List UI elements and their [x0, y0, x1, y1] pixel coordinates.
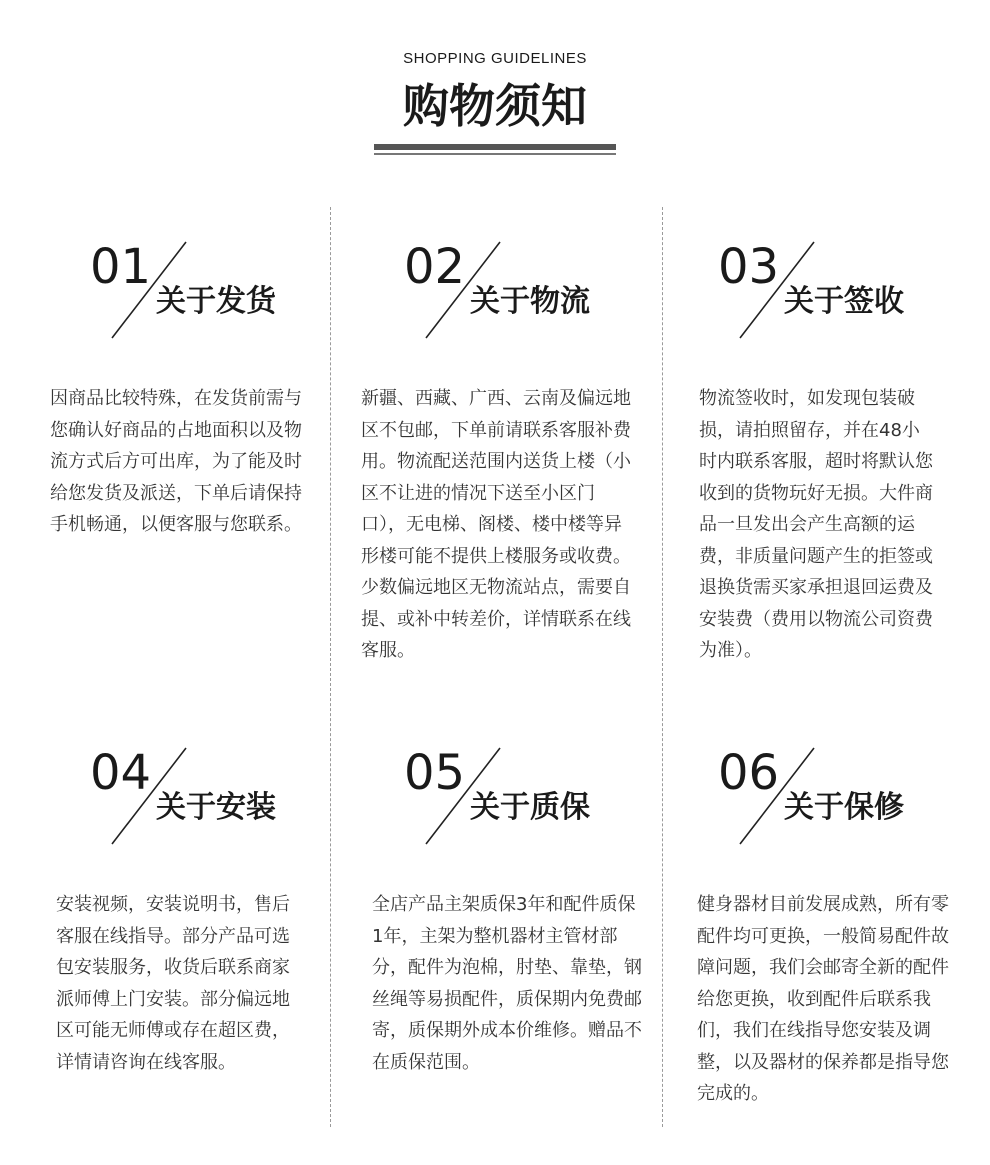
section-title: 关于签收 — [784, 284, 904, 319]
section-02-heading — [404, 240, 604, 350]
section-06-text: 健身器材目前发展成熟，所有零配件均可更换，一般简易配件故障问题，我们会邮寄全新的配件给您更换，收到配件后联系我们，我们在线指导您安装及调整，以及器材的保养都是指导您完成的。 — [697, 894, 949, 1104]
section-title: 关于发货 — [156, 284, 276, 319]
section-title: 关于保修 — [784, 790, 904, 825]
section-05-heading — [404, 746, 604, 856]
column-divider-left — [330, 207, 331, 1127]
section-01-heading — [90, 240, 290, 350]
title-underline-thin — [374, 153, 616, 155]
title-underline-thick — [374, 144, 616, 150]
section-04-heading — [90, 746, 290, 856]
section-04-text: 安装视频，安装说明书，售后客服在线指导。部分产品可选包安装服务，收货后联系商家派师傅上门安装。部分偏远地区可能无师傅或存在超区费，详情请咨询在线客服。 — [56, 894, 290, 1073]
section-number: 01 — [90, 239, 152, 295]
section-05-text: 全店产品主架质保3年和配件质保1年，主架为整机器材主管材部分，配件为泡棉，肘垫、靠垫，钢丝绳等易损配件，质保期内免费邮寄，质保期外成本价维修。赠品不在质保范围。 — [372, 894, 642, 1073]
section-number: 06 — [718, 745, 780, 801]
column-divider-right — [662, 207, 663, 1127]
section-03-text: 物流签收时，如发现包装破损，请拍照留存，并在48小时内联系客服，超时将默认您收到的货物玩好无损。大件商品一旦发出会产生高额的运费，非质量问题产生的拒签或退换货需买家承担退回运费及安装费（费用以物流公司资费为准）。 — [699, 388, 933, 661]
section-title: 关于安装 — [156, 790, 276, 825]
section-number: 04 — [90, 745, 152, 801]
section-02-text: 新疆、西藏、广西、云南及偏远地区不包邮，下单前请联系客服补费用。物流配送范围内送货上楼（小区不让进的情况下送至小区门口），无电梯、阁楼、楼中楼等异形楼可能不提供上楼服务或收费。少数偏远地区无物流站点，需要自提、或补中转差价，详情联系在线客服。 — [361, 388, 631, 661]
section-01-text: 因商品比较特殊，在发货前需与您确认好商品的占地面积以及物流方式后方可出库，为了能及时给您发货及派送，下单后请保持手机畅通，以便客服与您联系。 — [50, 388, 302, 535]
page-title: 购物须知 — [403, 79, 587, 133]
section-number: 05 — [404, 745, 466, 801]
section-03-heading — [718, 240, 918, 350]
section-title: 关于质保 — [470, 790, 590, 825]
section-06-heading — [718, 746, 918, 856]
section-number: 02 — [404, 239, 466, 295]
english-subtitle: SHOPPING GUIDELINES — [403, 50, 587, 67]
section-title: 关于物流 — [470, 284, 590, 319]
section-number: 03 — [718, 239, 780, 295]
